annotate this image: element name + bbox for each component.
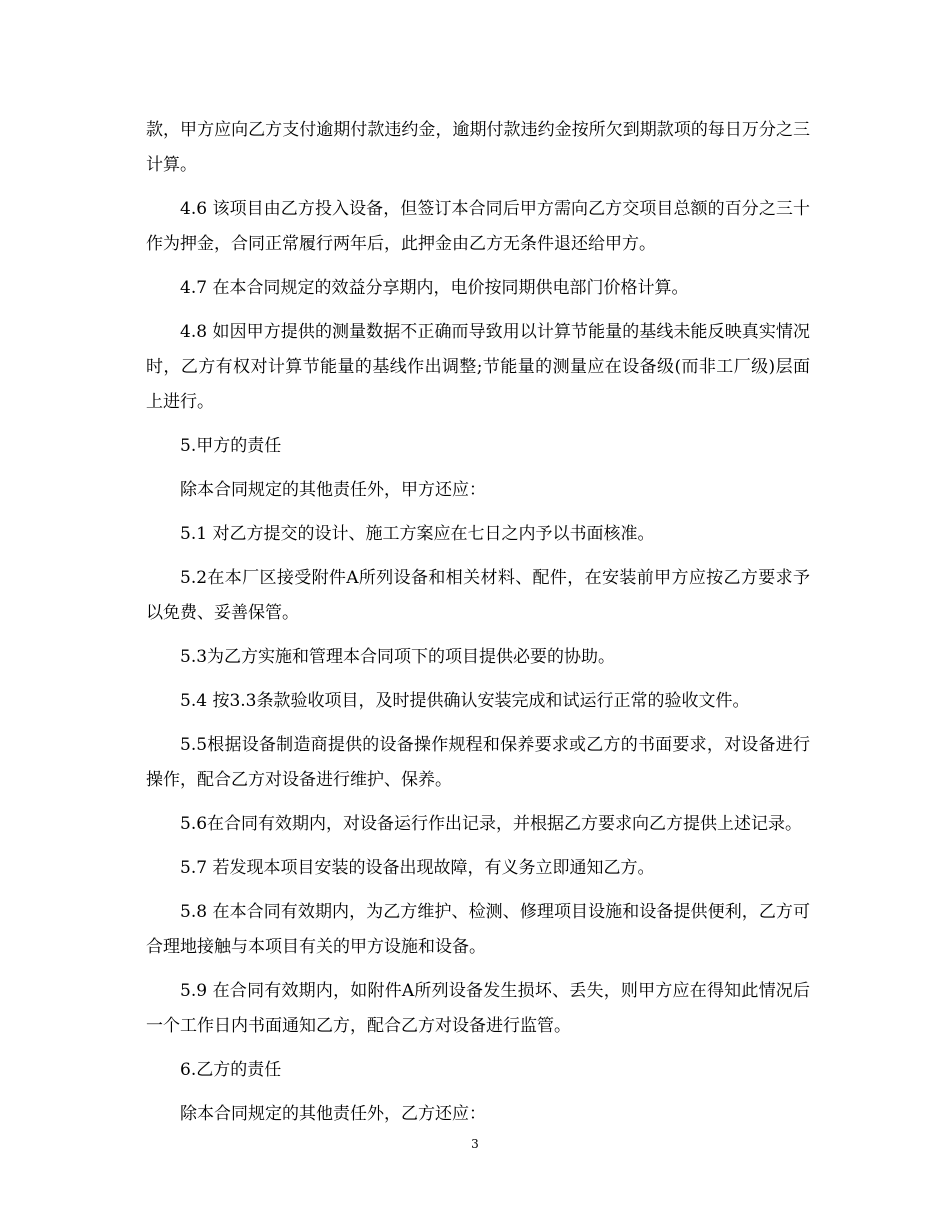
clause-4-8: 4.8 如因甲方提供的测量数据不正确而导致用以计算节能量的基线未能反映真实情况时，乙方有权对计算节能量的基线作出调整;节能量的测量应在设备级(而非工厂级)层面上进行。	[146, 322, 810, 412]
page-number: 3	[471, 1137, 479, 1151]
clause-5-6: 5.6在合同有效期内，对设备运行作出记录，并根据乙方要求向乙方提供上述记录。	[180, 814, 803, 834]
clause-5-1: 5.1 对乙方提交的设计、施工方案应在七日之内予以书面核准。	[180, 524, 655, 544]
clause-5-9: 5.9 在合同有效期内，如附件A所列设备发生损坏、丢失，则甲方应在得知此情况后一个工作日内书面通知乙方，配合乙方对设备进行监管。	[146, 981, 810, 1036]
paragraph-continuation: 款，甲方应向乙方支付逾期付款违约金，逾期付款违约金按所欠到期款项的每日万分之三计算。	[146, 120, 810, 175]
section-5-intro: 除本合同规定的其他责任外，甲方还应：	[180, 480, 486, 500]
clause-5-5: 5.5根据设备制造商提供的设备操作规程和保养要求或乙方的书面要求，对设备进行操作，配合乙方对设备进行维护、保养。	[146, 735, 810, 790]
clause-5-7: 5.7 若发现本项目安装的设备出现故障，有义务立即通知乙方。	[180, 858, 655, 878]
clause-5-4: 5.4 按3.3条款验收项目，及时提供确认安装完成和试运行正常的验收文件。	[180, 691, 750, 711]
clause-4-6: 4.6 该项目由乙方投入设备，但签订本合同后甲方需向乙方交项目总额的百分之三十作为押金，合同正常履行两年后，此押金由乙方无条件退还给甲方。	[146, 199, 810, 254]
document-body	[146, 113, 810, 1141]
section-heading-5: 5.甲方的责任	[180, 436, 282, 456]
clause-5-2: 5.2在本厂区接受附件A所列设备和相关材料、配件，在安装前甲方应按乙方要求予以免费、妥善保管。	[146, 568, 810, 623]
clause-4-7: 4.7 在本合同规定的效益分享期内，电价按同期供电部门价格计算。	[180, 278, 689, 298]
section-heading-6: 6.乙方的责任	[180, 1060, 282, 1080]
clause-5-3: 5.3为乙方实施和管理本合同项下的项目提供必要的协助。	[180, 647, 616, 667]
clause-5-8: 5.8 在本合同有效期内，为乙方维护、检测、修理项目设施和设备提供便利，乙方可合理地接触与本项目有关的甲方设施和设备。	[146, 902, 810, 957]
section-6-intro: 除本合同规定的其他责任外，乙方还应：	[180, 1104, 486, 1124]
